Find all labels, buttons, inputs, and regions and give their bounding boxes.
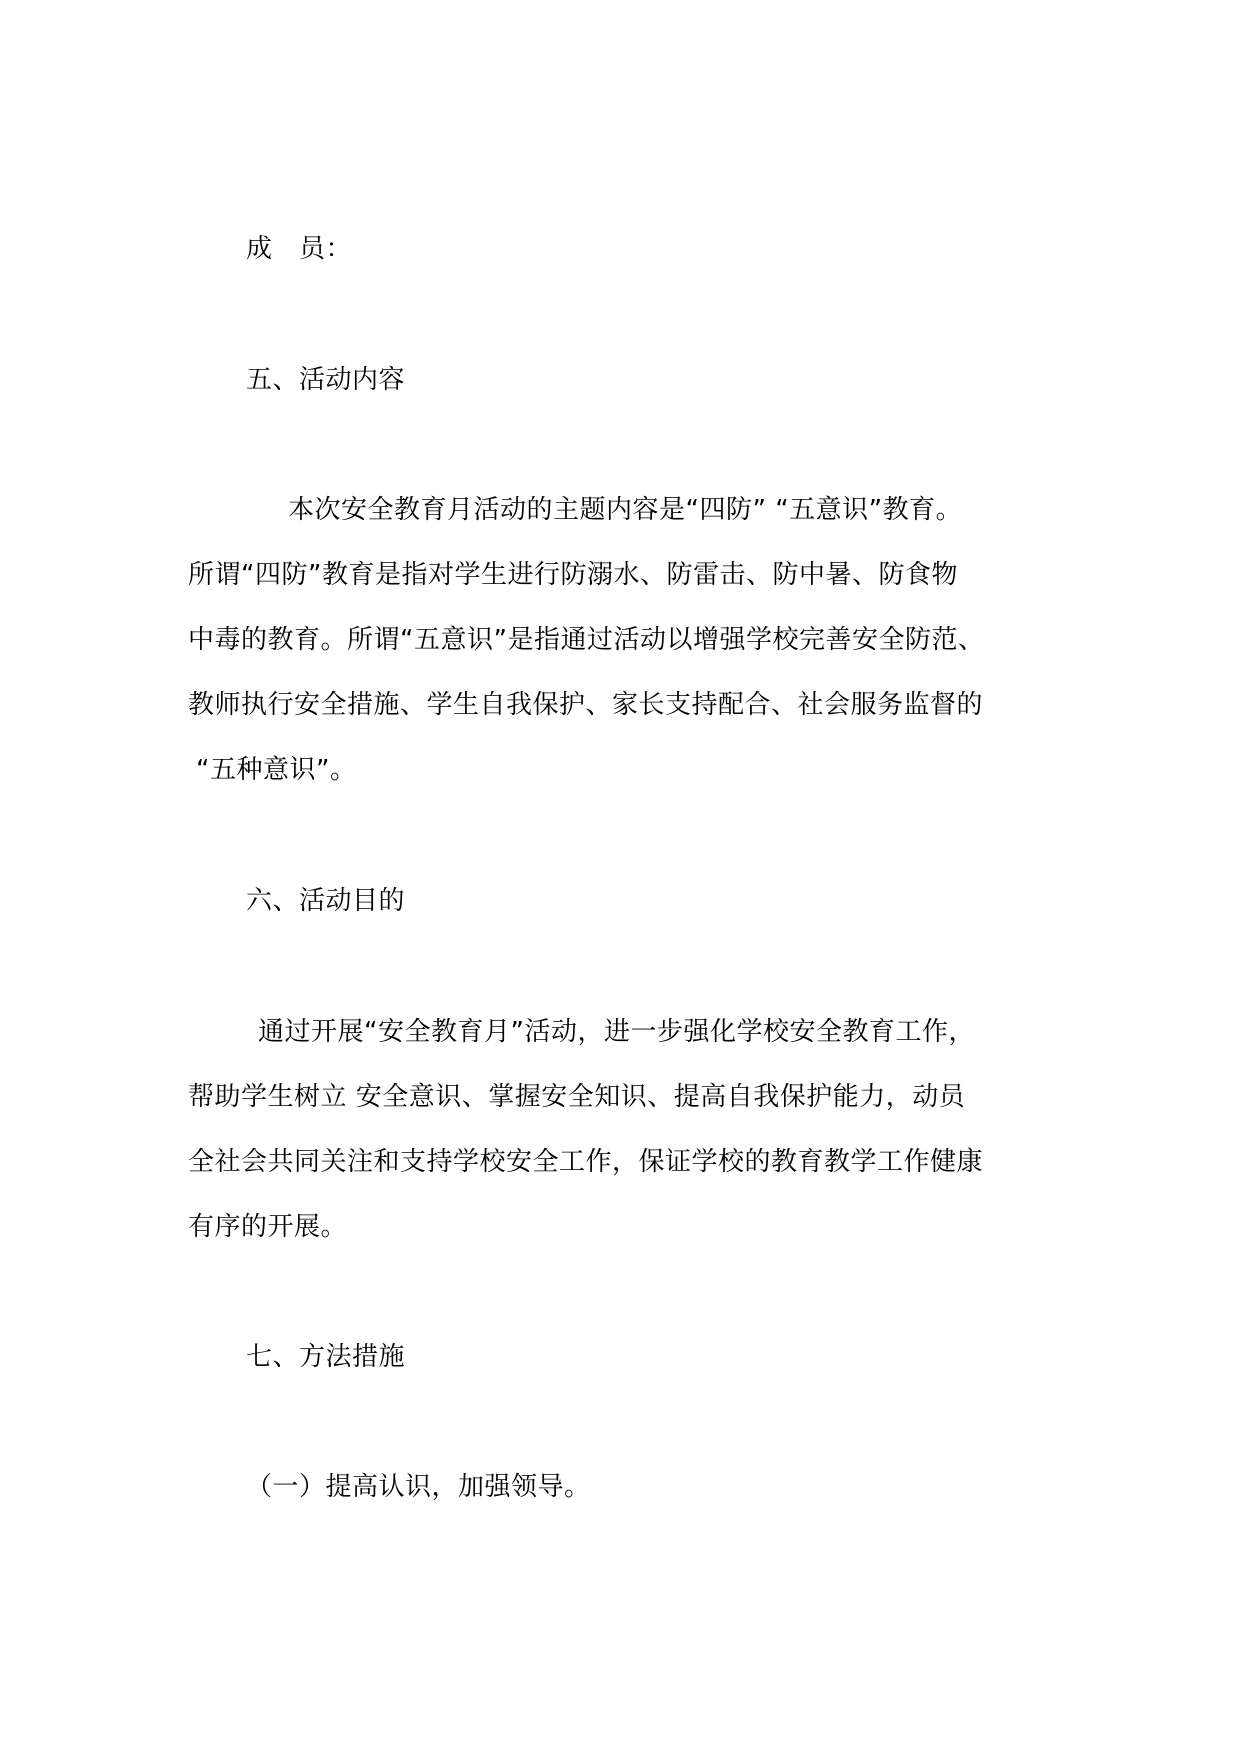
- section-6-body: [188, 1000, 1088, 1260]
- section-5-line-2: 所谓“四防”教育是指对学生进行防溺水、防雷击、防中暑、防食物: [188, 560, 958, 590]
- section-5-line-4: 教师执行安全措施、学生自我保护、家长支持配合、社会服务监督的: [188, 690, 984, 720]
- section-6-heading: 六、活动目的: [246, 886, 406, 916]
- section-7-subheading-1: （一）提高认识，加强领导。: [246, 1472, 591, 1502]
- section-6-line-4: 有序的开展。: [188, 1212, 348, 1242]
- section-5-body: [188, 478, 1088, 803]
- section-5-line-1: 本次安全教育月活动的主题内容是“四防” “五意识”教育。: [288, 495, 963, 525]
- section-5-heading: 五、活动内容: [246, 365, 406, 395]
- section-6-line-1: 通过开展“安全教育月”活动，进一步强化学校安全教育工作，: [258, 1017, 975, 1047]
- section-5-line-5: “五种意识”。: [196, 755, 357, 785]
- section-6-line-3: 全社会共同关注和支持学校安全工作，保证学校的教育教学工作健康: [188, 1147, 984, 1177]
- section-5-line-3: 中毒的教育。所谓“五意识”是指通过活动以增强学校完善安全防范、: [188, 625, 985, 655]
- section-6-line-2: 帮助学生树立 安全意识、掌握安全知识、提高自我保护能力，动员: [188, 1082, 966, 1112]
- members-label: 成 员：: [246, 234, 353, 264]
- section-7-heading: 七、方法措施: [246, 1342, 406, 1372]
